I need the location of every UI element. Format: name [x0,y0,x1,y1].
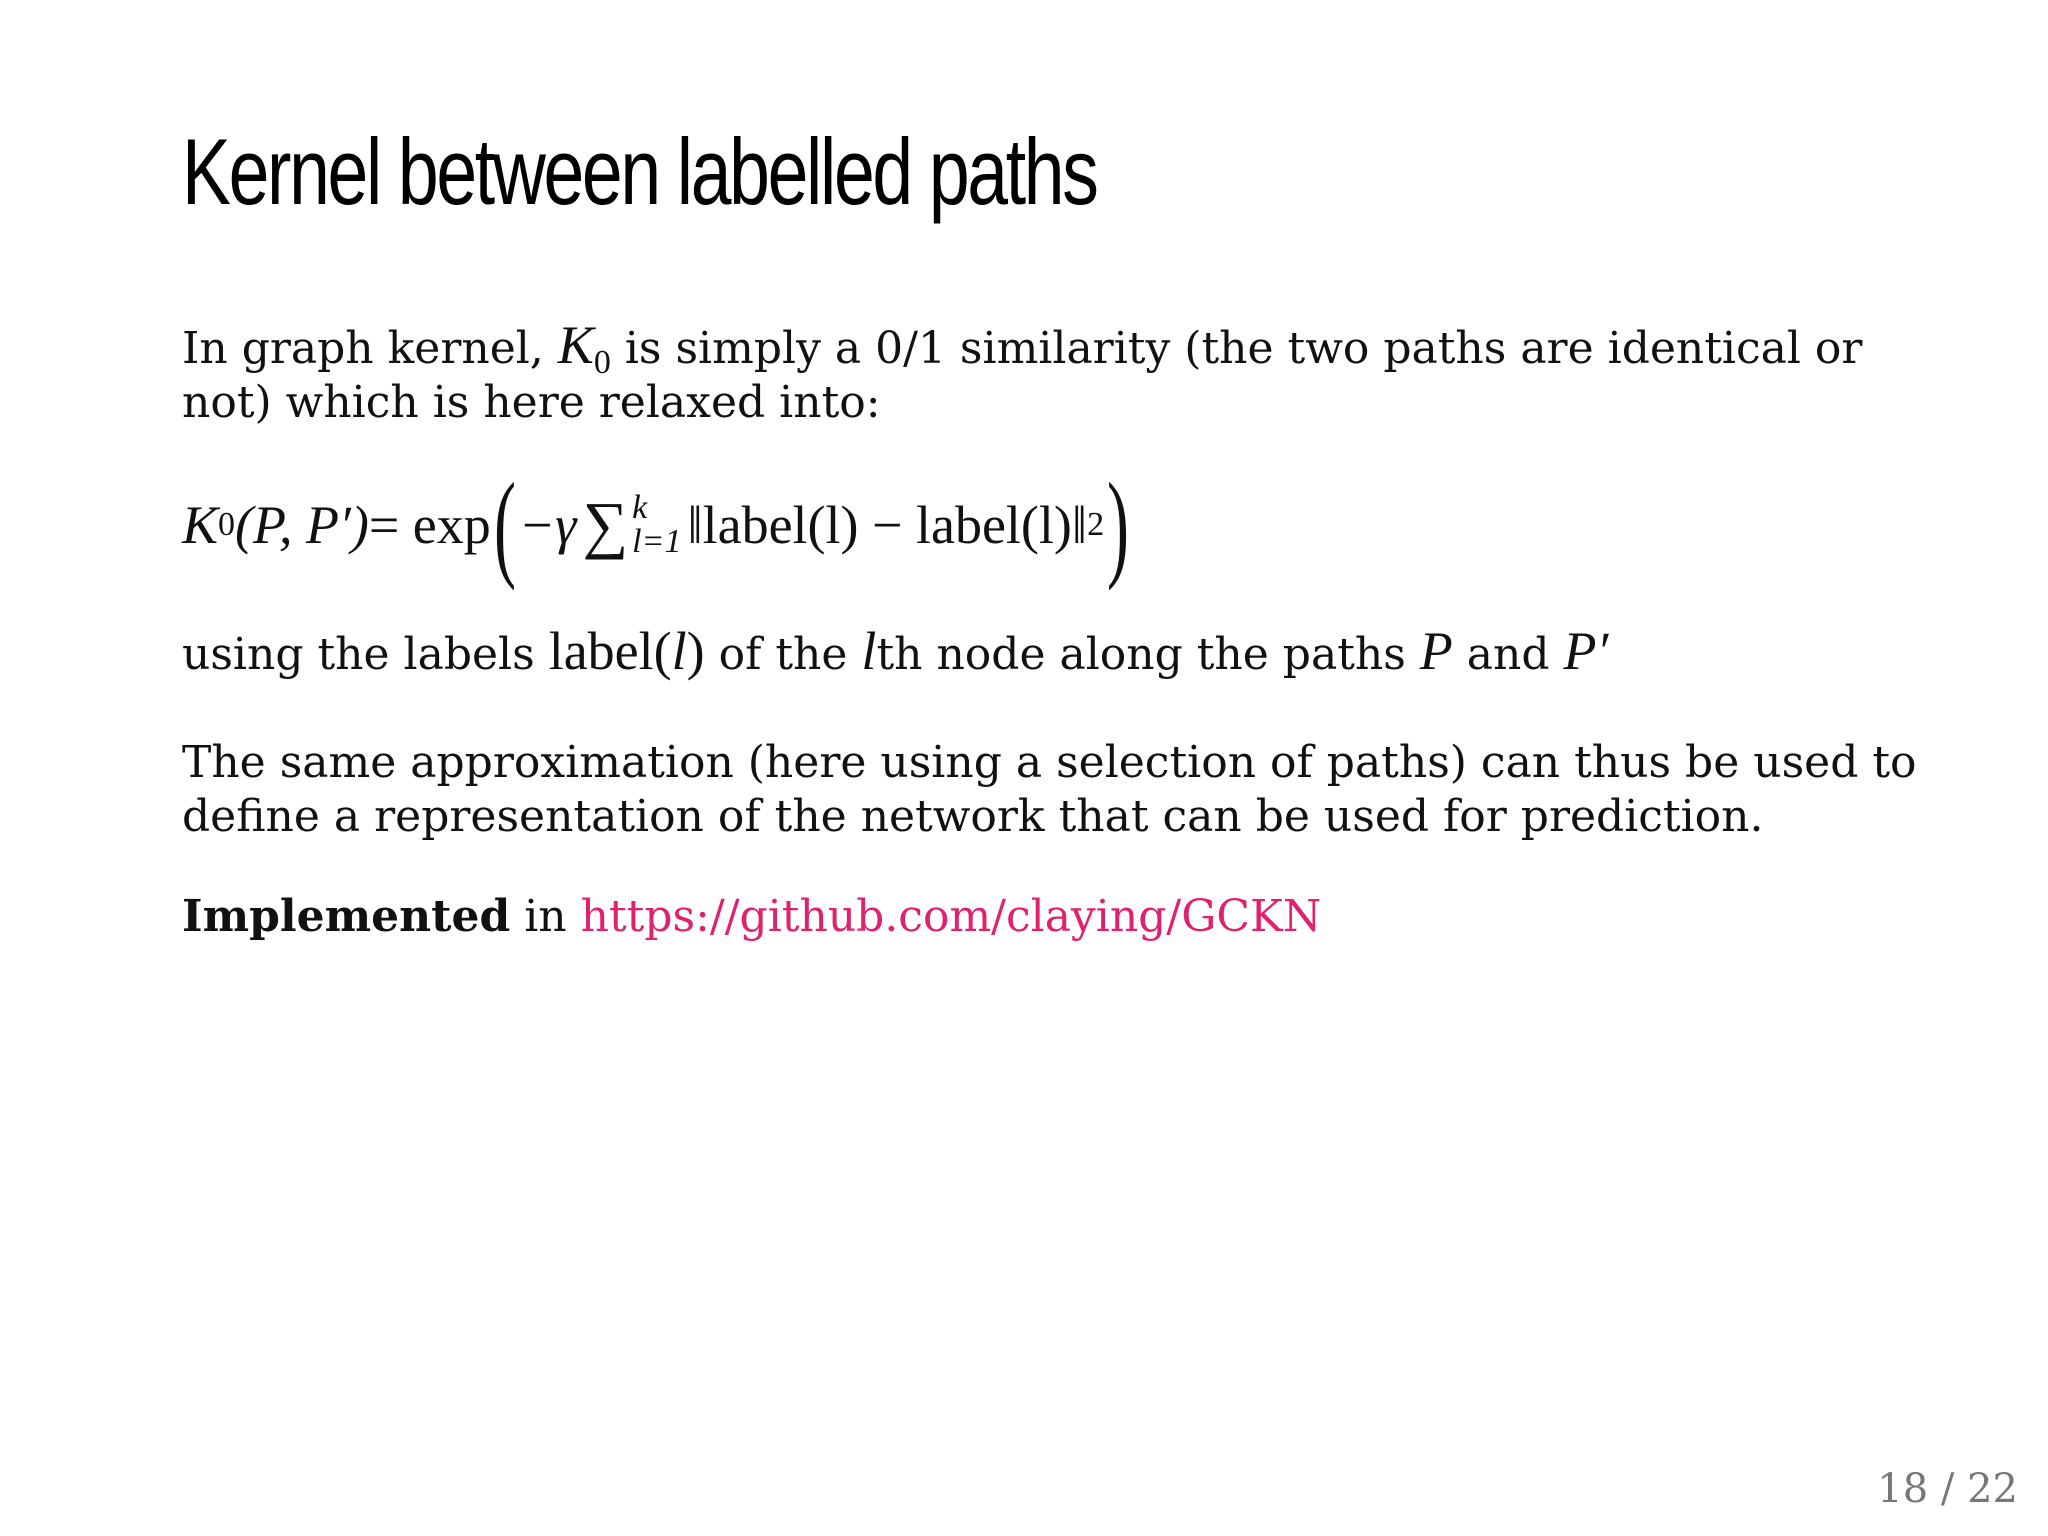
eq-sum [582,488,681,562]
eq-equals-exp: = exp [368,495,491,555]
page-number: 18 / 22 [1877,1466,2018,1512]
k0-symbol: K [557,315,594,375]
eq-lhs: K [182,495,219,555]
kernel-equation: K 0 (P, P′) = exp ( −γ ∑ k l=1 ‖label(l) − label(l)‖ 2 ) [182,458,1130,591]
labels-t2: of the [704,629,862,680]
labels-paragraph [182,621,1922,682]
lth-var: l [861,621,877,681]
path-p-prime: P′ [1563,621,1609,681]
labels-t4: and [1452,629,1564,680]
sum-limits [632,491,681,559]
intro-suffix: is simply a 0/1 similarity (the two paths are identical or not) which is here relaxed into: [182,323,1863,428]
intro-prefix: In graph kernel, [182,323,558,374]
k0-subscript: 0 [593,343,611,381]
sum-upper: k [632,489,648,526]
sum-lower: l=1 [632,523,682,560]
github-link[interactable]: https://github.com/claying/GCKN [580,891,1322,942]
eq-close-paren: ) [1107,458,1130,591]
implemented-label: Implemented [182,891,511,942]
eq-norm-body: ‖label(l) − label(l)‖ [687,495,1088,555]
label-var: l [671,621,687,681]
eq-neg-gamma: −γ [518,495,577,555]
labels-t1: using the labels [182,629,549,680]
sum-icon: ∑ [582,489,629,560]
approximation-paragraph: The same approximation (here using a selection of paths) can thus be used to define a representation of the network that can be used for prediction. [182,737,1917,842]
implemented-paragraph [182,890,1922,944]
label-fn: label( [548,621,672,681]
eq-lhs-args: (P, P′) [235,495,369,555]
intro-paragraph [182,315,1922,430]
implemented-in: in [510,891,581,942]
eq-open-paren: ( [493,458,516,591]
slide-title: Kernel between labelled paths [182,119,1097,224]
labels-t3: th node along the paths [876,629,1420,680]
label-close: ) [686,621,705,681]
path-p: P [1419,621,1453,681]
